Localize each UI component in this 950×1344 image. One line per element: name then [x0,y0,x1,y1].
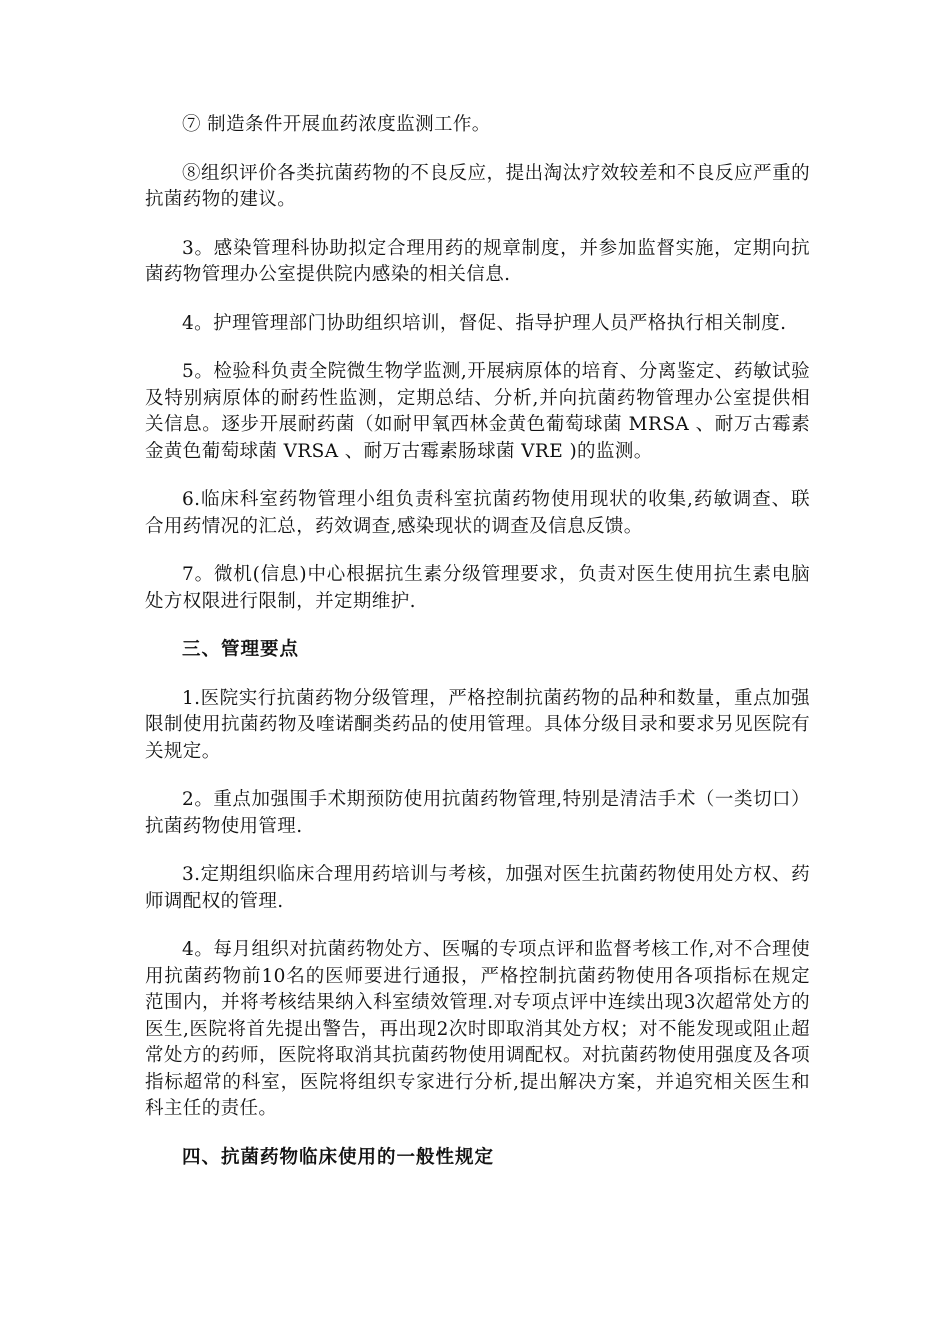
paragraph-infection-management: 3。感染管理科协助拟定合理用药的规章制度，并参加监督实施，定期向抗菌药物管理办公室提供院内感染的相关信息. [145,237,810,285]
paragraph-nursing-management: 4。护理管理部门协助组织培训，督促、指导护理人员严格执行相关制度. [182,312,787,334]
paragraph-training-assessment: 3.定期组织临床合理用药培训与考核，加强对医生抗菌药物使用处方权、药师调配权的管理. [145,864,810,912]
paragraph-laboratory: 5。检验科负责全院微生物学监测,开展病原体的培育、分离鉴定、药敏试验及特别病原体的耐药性监测，定期总结、分析,并向抗菌药物管理办公室提供相关信息。逐步开展耐药菌（如耐甲氧西林金黄色葡萄球菌 MRSA 、耐万古霉素金黄色葡萄球菌 VRSA 、耐万古霉素肠球菌 VRE )的监测。 [145,361,810,462]
paragraph-monthly-review: 4。每月组织对抗菌药物处方、医嘱的专项点评和监督考核工作,对不合理使用抗菌药物前10名的医师要进行通报，严格控制抗菌药物使用各项指标在规定范围内，并将考核结果纳入科室绩效管理.对专项点评中连续出现3次超常处方的医生,医院将首先提出警告，再出现2次时即取消其处方权；对不能发现或阻止超常处方的药师，医院将取消其抗菌药物使用调配权。对抗菌药物使用强度及各项指标超常的科室，医院将组织专家进行分析,提出解决方案，并追究相关医生和科主任的责任。 [145,939,810,1119]
paragraph-graded-management: 1.医院实行抗菌药物分级管理，严格控制抗菌药物的品种和数量，重点加强限制使用抗菌药物及喹诺酮类药品的使用管理。具体分级目录和要求另见医院有关规定。 [145,687,810,762]
paragraph-8: ⑧组织评价各类抗菌药物的不良反应，提出淘汰疗效较差和不良反应严重的抗菌药物的建议。 [145,162,810,210]
paragraph-information-center: 7。微机(信息)中心根据抗生素分级管理要求，负责对医生使用抗生素电脑处方权限进行限制，并定期维护. [145,564,810,612]
section-heading-general-rules: 四、抗菌药物临床使用的一般性规定 [182,1146,495,1168]
paragraph-7: ⑦ 制造条件开展血药浓度监测工作。 [182,114,491,135]
document-body [145,112,810,1193]
section-heading-management-points: 三、管理要点 [182,639,300,660]
paragraph-perioperative: 2。重点加强围手术期预防使用抗菌药物管理,特别是清洁手术（一类切口）抗菌药物使用管理. [145,789,810,837]
paragraph-clinical-departments: 6.临床科室药物管理小组负责科室抗菌药物使用现状的收集,药敏调查、联合用药情况的汇总，药效调查,感染现状的调查及信息反馈。 [145,489,810,537]
